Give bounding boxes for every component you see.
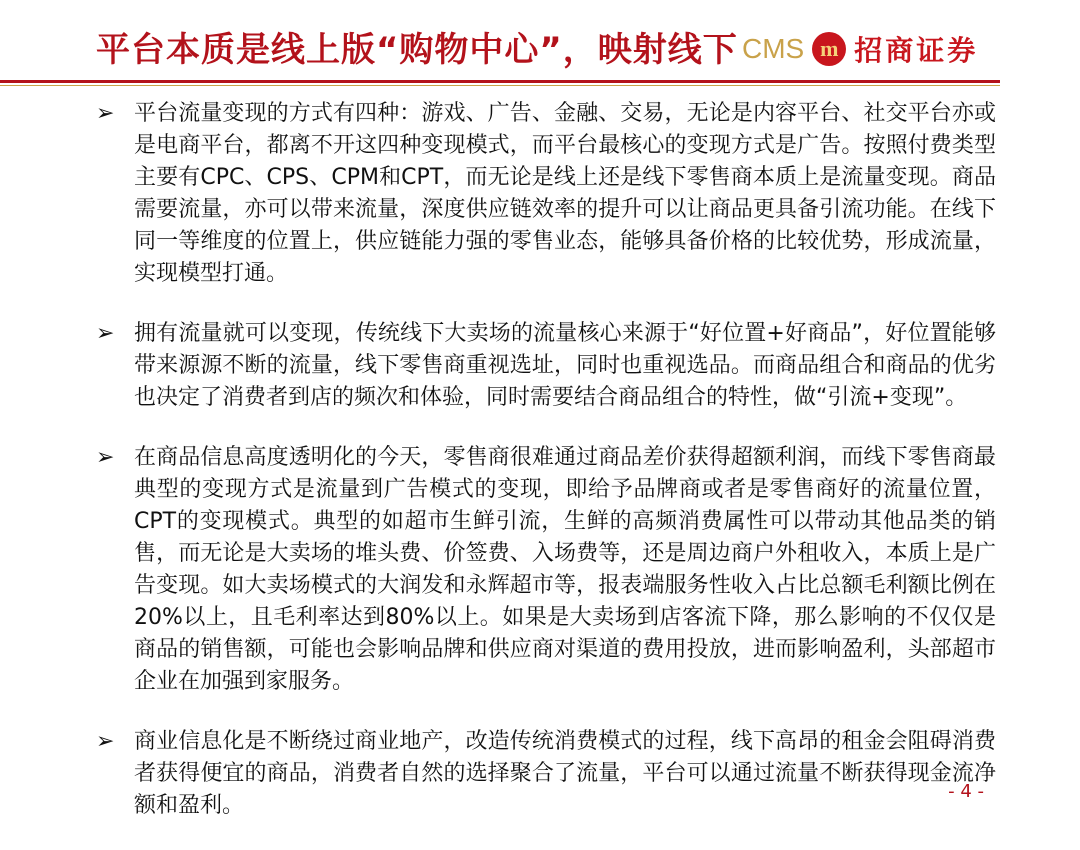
bullet-text: 商业信息化是不断绕过商业地产，改造传统消费模式的过程，线下高昂的租金会阻碍消费者获得便宜的商品，消费者自然的选择聚合了流量，平台可以通过流量不断获得现金流净额和盈利。 [134, 729, 996, 818]
bullet-list [96, 98, 996, 850]
bullet-item [96, 726, 996, 822]
header-divider [0, 80, 1000, 83]
bullet-text: 平台流量变现的方式有四种：游戏、广告、金融、交易，无论是内容平台、社交平台亦或是电商平台，都离不开这四种变现模式，而平台最核心的变现方式是广告。按照付费类型主要有CPC、CPS、CPM和CPT，而无论是线上还是线下零售商本质上是流量变现。商品需要流量，亦可以带来流量，深度供应链效率的提升可以让商品更具备引流功能。在线下同一等维度的位置上，供应链能力强的零售业态，能够具备价格的比较优势，形成流量，实现模型打通。 [134, 101, 996, 286]
page-number: - 4 - [948, 781, 984, 802]
arrow-bullet-icon: ➢ [96, 729, 115, 754]
logo-cms-text: CMS [742, 33, 805, 64]
logo-company-name: 招商证券 [854, 34, 979, 67]
company-logo [742, 26, 978, 72]
arrow-bullet-icon: ➢ [96, 321, 115, 346]
bullet-text: 拥有流量就可以变现，传统线下大卖场的流量核心来源于“好位置+好商品”，好位置能够带来源源不断的流量，线下零售商重视选址，同时也重视选品。而商品组合和商品的优劣也决定了消费者到店的频次和体验，同时需要结合商品组合的特性，做“引流+变现”。 [134, 321, 996, 410]
header-divider-thin [0, 85, 1000, 86]
bullet-item [96, 442, 996, 698]
slide-title: 平台本质是线上版“购物中心”，映射线下 [96, 30, 738, 70]
bullet-item [96, 98, 996, 290]
bullet-item [96, 318, 996, 414]
logo-mark-icon: m [812, 32, 846, 66]
bullet-text: 在商品信息高度透明化的今天，零售商很难通过商品差价获得超额利润，而线下零售商最典型的变现方式是流量到广告模式的变现，即给予品牌商或者是零售商好的流量位置，CPT的变现模式。典型的如超市生鲜引流，生鲜的高频消费属性可以带动其他品类的销售，而无论是大卖场的堆头费、价签费、入场费等，还是周边商户外租收入，本质上是广告变现。如大卖场模式的大润发和永辉超市等，报表端服务性收入占比总额毛利额比例在20%以上，且毛利率达到80%以上。如果是大卖场到店客流下降，那么影响的不仅仅是商品的销售额，可能也会影响品牌和供应商对渠道的费用投放，进而影响盈利，头部超市企业在加强到家服务。 [134, 445, 996, 694]
arrow-bullet-icon: ➢ [96, 101, 115, 126]
arrow-bullet-icon: ➢ [96, 445, 115, 470]
